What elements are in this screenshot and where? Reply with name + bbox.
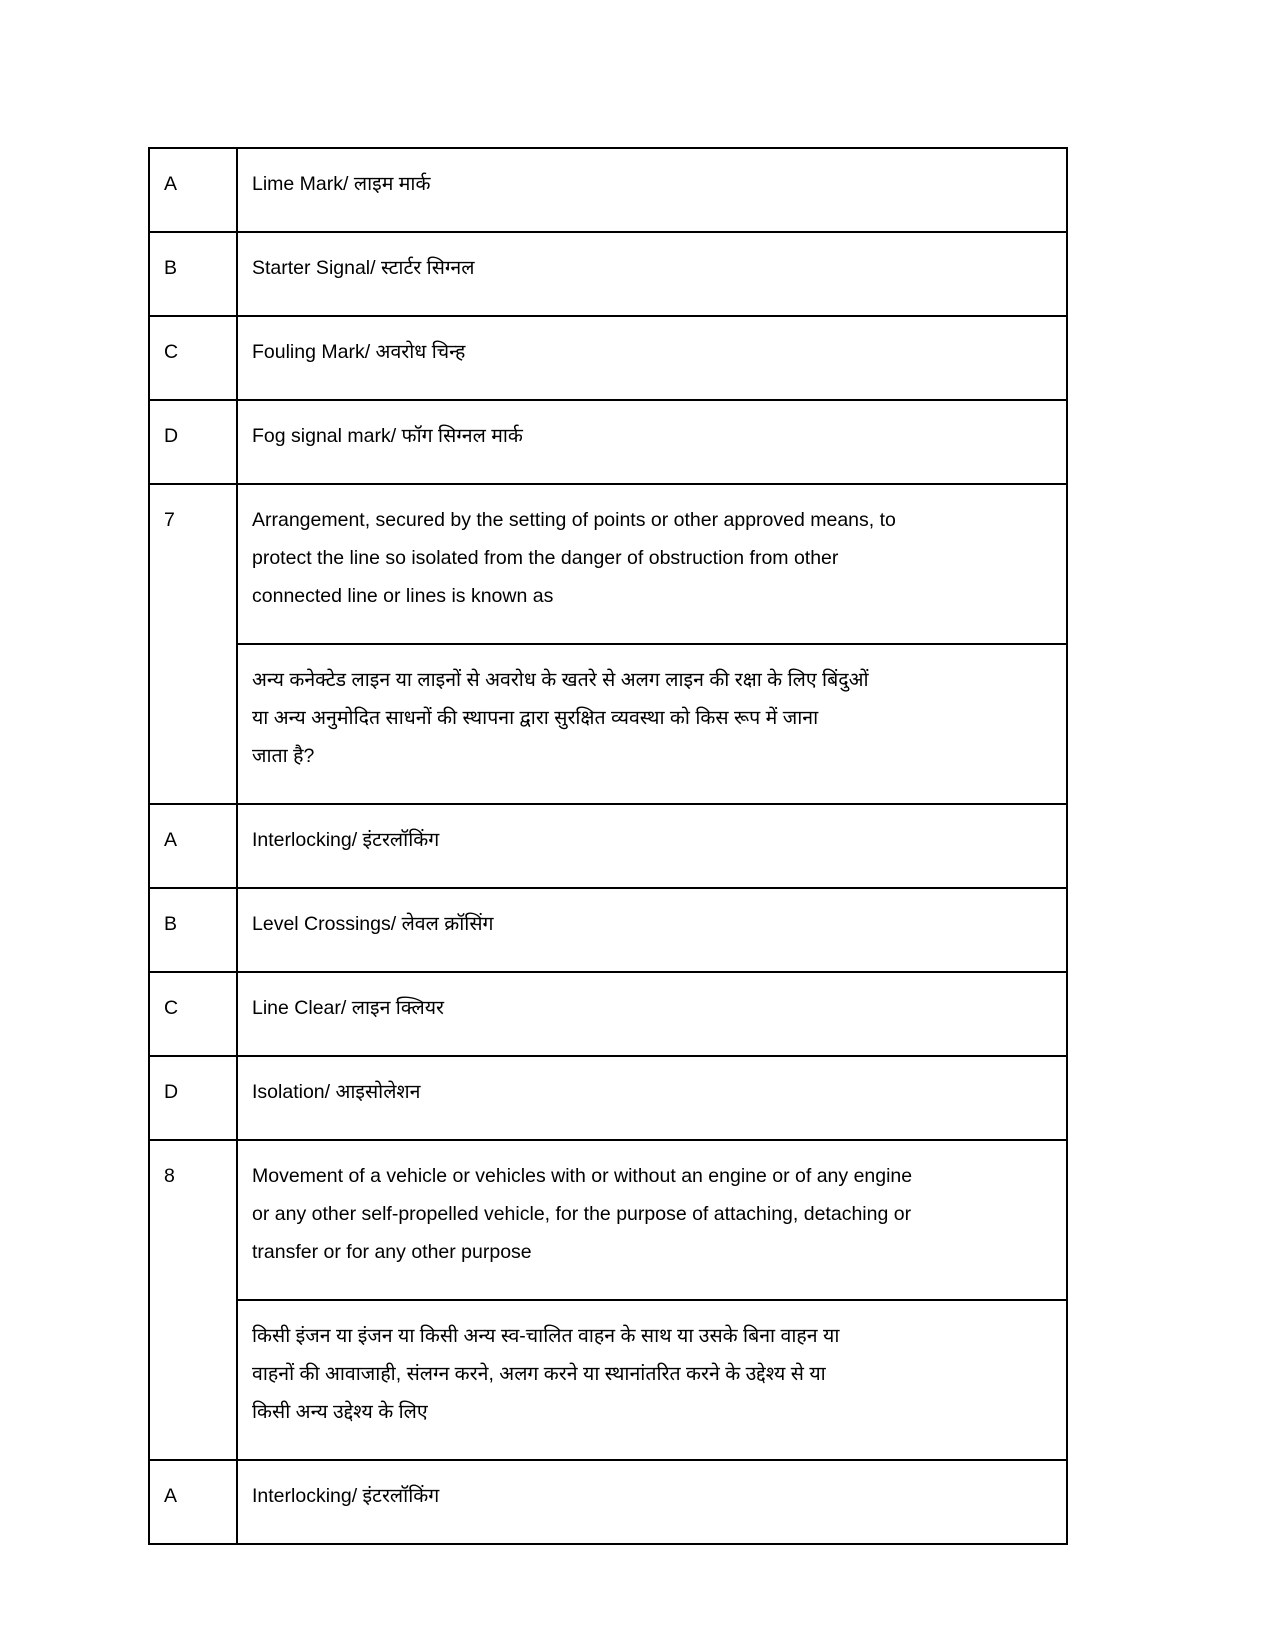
table-row <box>149 644 1067 804</box>
option-text: Level Crossings/ लेवल क्रॉसिंग <box>237 888 1067 972</box>
question-number: 8 <box>149 1140 237 1460</box>
question-text-hindi <box>237 644 1067 804</box>
table-row <box>149 316 1067 400</box>
question-line: or any other self-propelled vehicle, for the purpose of attaching, detaching or <box>252 1203 912 1226</box>
option-label: D <box>149 1056 237 1140</box>
option-label: A <box>149 1460 237 1544</box>
question-line: connected line or lines is known as <box>252 585 554 608</box>
question-number: 7 <box>149 484 237 804</box>
question-text-english <box>237 1140 1067 1300</box>
table-row <box>149 804 1067 888</box>
option-label: A <box>149 804 237 888</box>
question-line: वाहनों की आवाजाही, संलग्न करने, अलग करने या स्थानांतरित करने के उद्देश्य से या <box>252 1363 826 1386</box>
question-line: किसी अन्य उद्देश्य के लिए <box>252 1401 428 1424</box>
question-table <box>148 147 1068 1545</box>
option-text: Lime Mark/ लाइम मार्क <box>237 148 1067 232</box>
option-text: Interlocking/ इंटरलॉकिंग <box>237 1460 1067 1544</box>
table-row <box>149 1056 1067 1140</box>
table-row <box>149 232 1067 316</box>
question-text-english <box>237 484 1067 644</box>
question-text-hindi <box>237 1300 1067 1460</box>
table-row <box>149 1140 1067 1300</box>
option-label: A <box>149 148 237 232</box>
option-label: B <box>149 888 237 972</box>
table-row <box>149 888 1067 972</box>
question-line: Arrangement, secured by the setting of points or other approved means, to <box>252 509 896 532</box>
table-row <box>149 972 1067 1056</box>
option-text: Line Clear/ लाइन क्लियर <box>237 972 1067 1056</box>
table-row <box>149 148 1067 232</box>
option-label: B <box>149 232 237 316</box>
option-text: Starter Signal/ स्टार्टर सिग्नल <box>237 232 1067 316</box>
table-row <box>149 1460 1067 1544</box>
question-line: या अन्य अनुमोदित साधनों की स्थापना द्वारा सुरक्षित व्यवस्था को किस रूप में जाना <box>252 707 819 730</box>
question-line: transfer or for any other purpose <box>252 1241 532 1264</box>
question-line: Movement of a vehicle or vehicles with or without an engine or of any engine <box>252 1165 913 1188</box>
option-label: C <box>149 972 237 1056</box>
option-text: Interlocking/ इंटरलॉकिंग <box>237 804 1067 888</box>
option-text: Isolation/ आइसोलेशन <box>237 1056 1067 1140</box>
question-line: अन्य कनेक्टेड लाइन या लाइनों से अवरोध के खतरे से अलग लाइन की रक्षा के लिए बिंदुओं <box>252 669 869 692</box>
table-row <box>149 484 1067 644</box>
question-line: जाता है? <box>252 745 315 768</box>
option-label: C <box>149 316 237 400</box>
option-label: D <box>149 400 237 484</box>
table-row <box>149 1300 1067 1460</box>
question-line: किसी इंजन या इंजन या किसी अन्य स्व-चालित वाहन के साथ या उसके बिना वाहन या <box>252 1325 840 1348</box>
question-table-body <box>149 148 1067 1544</box>
question-line: protect the line so isolated from the danger of obstruction from other <box>252 547 839 570</box>
option-text: Fog signal mark/ फॉग सिग्नल मार्क <box>237 400 1067 484</box>
table-row <box>149 400 1067 484</box>
option-text: Fouling Mark/ अवरोध चिन्ह <box>237 316 1067 400</box>
